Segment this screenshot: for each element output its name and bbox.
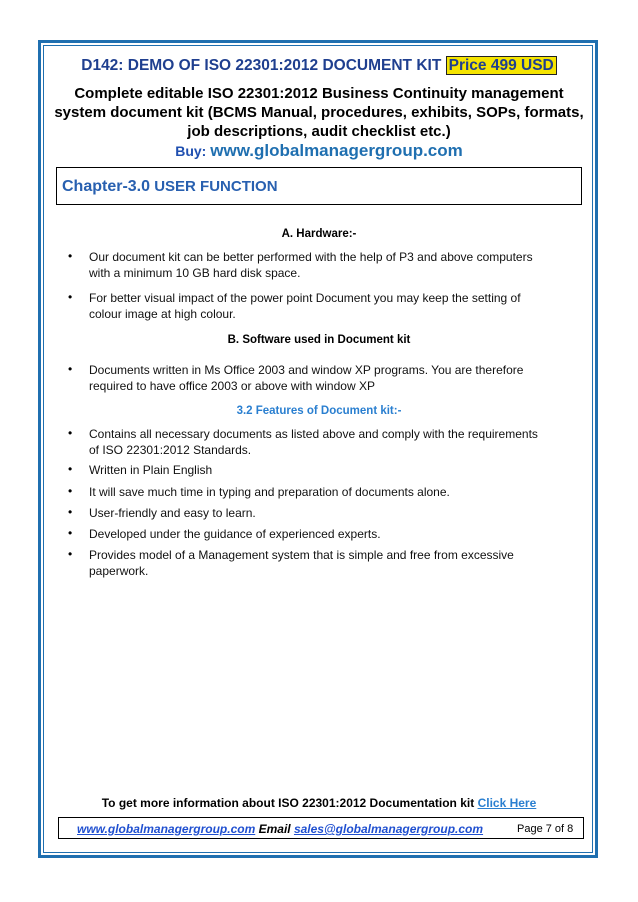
email-link[interactable]: sales@globalmanagergroup.com <box>293 822 484 836</box>
price-badge: Price 499 USD <box>446 56 557 75</box>
bullet-dot-icon: • <box>68 505 73 519</box>
bullet-dot-icon: • <box>68 462 73 476</box>
list-item: Our document kit can be better performed with the help of P3 and above computers with a minimum 10 GB hard disk space. <box>89 250 533 280</box>
email-label: Email <box>258 822 291 836</box>
buy-line <box>40 141 598 161</box>
website-link[interactable]: www.globalmanagergroup.com <box>77 822 256 836</box>
click-here-link[interactable]: Click Here <box>477 796 537 810</box>
list-item: Provides model of a Management system that is simple and free from excessive paperwork. <box>89 548 514 578</box>
footer-info-line <box>40 796 598 810</box>
bullet-dot-icon: • <box>68 526 73 540</box>
bullet-dot-icon: • <box>68 547 73 561</box>
section-heading-software: B. Software used in Document kit <box>227 334 411 346</box>
list-item: It will save much time in typing and preparation of documents alone. <box>89 485 450 499</box>
bullet-dot-icon: • <box>68 484 73 498</box>
document-description <box>40 84 598 141</box>
chapter-heading <box>62 178 278 196</box>
bullet-dot-icon: • <box>68 249 73 263</box>
bullet-dot-icon: • <box>68 362 73 376</box>
section-heading-hardware: A. Hardware:- <box>281 228 357 240</box>
bullet-dot-icon: • <box>68 290 73 304</box>
list-item: For better visual impact of the power point Document you may keep the setting of colour image at high colour. <box>89 291 521 321</box>
chapter-title: USER FUNCTION <box>154 178 278 195</box>
bullet-dot-icon: • <box>68 426 73 440</box>
footer-contact <box>77 822 483 836</box>
list-item: Developed under the guidance of experienced experts. <box>89 527 381 541</box>
buy-link[interactable]: www.globalmanagergroup.com <box>210 141 463 160</box>
list-item: User-friendly and easy to learn. <box>89 506 256 520</box>
description-line: system document kit (BCMS Manual, procedures, exhibits, SOPs, formats, <box>54 104 584 121</box>
description-line: job descriptions, audit checklist etc.) <box>187 123 451 140</box>
list-item: Documents written in Ms Office 2003 and window XP programs. You are therefore required to have office 2003 or above with window XP <box>89 363 524 393</box>
list-item: Written in Plain English <box>89 463 213 477</box>
list-item: Contains all necessary documents as listed above and comply with the requirements of ISO 22301:2012 Standards. <box>89 427 538 457</box>
section-heading-features: 3.2 Features of Document kit:- <box>236 405 402 417</box>
document-title-line <box>40 57 598 75</box>
chapter-number: Chapter-3.0 <box>62 178 151 195</box>
footer-info-text: To get more information about ISO 22301:2012 Documentation kit <box>101 796 475 810</box>
page-number: Page 7 of 8 <box>517 823 574 835</box>
buy-label: Buy: <box>175 143 207 159</box>
description-line: Complete editable ISO 22301:2012 Business Continuity management <box>74 85 564 102</box>
document-title: D142: DEMO OF ISO 22301:2012 DOCUMENT KIT <box>81 57 442 74</box>
